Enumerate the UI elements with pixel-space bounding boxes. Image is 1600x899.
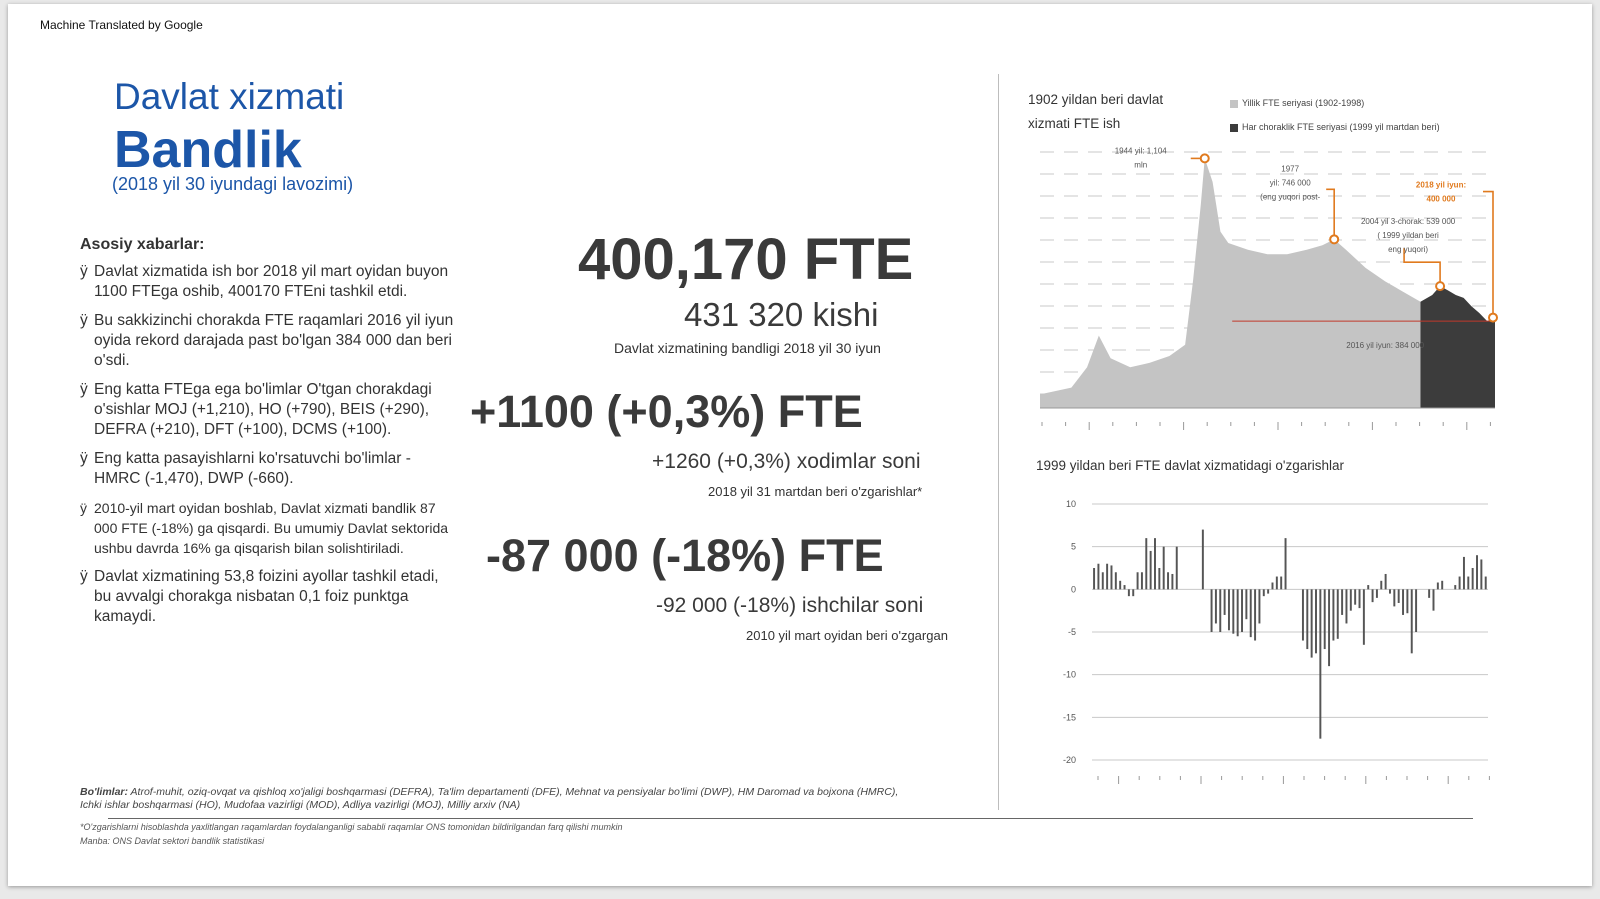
annotation-1944-label: 1944 yil: 1,104 [1114, 146, 1167, 156]
change-bar [1145, 538, 1147, 589]
change-bar [1280, 577, 1282, 590]
annotation-2018-label: 400 000 [1426, 194, 1456, 204]
y-tick-label: 5 [1070, 541, 1076, 552]
change-bar [1363, 589, 1365, 644]
key-message-item [80, 498, 460, 558]
change-bar [1171, 574, 1173, 589]
change-bar [1128, 589, 1130, 596]
departments-label: Bo'limlar: [80, 786, 129, 798]
change-bar [1219, 589, 1221, 632]
annotation-2004-label: eng yuqori) [1388, 245, 1429, 255]
quarter-change-caption: 2018 yil 31 martdan beri o'zgarishlar* [708, 484, 923, 499]
y-tick-label: 10 [1065, 499, 1076, 509]
annotation-1977-marker [1330, 235, 1338, 243]
annotation-2004-label: ( 1999 yildan beri [1377, 231, 1439, 241]
change-bar [1276, 577, 1278, 590]
key-message-text: Davlat xizmatining 53,8 foizini ayollar tashkil etadi, bu avvalgi chorakga nisbatan 0,1 foiz punktga kamaydi. [94, 568, 439, 625]
annotation-1977-label: (eng yuqori post- [1260, 192, 1321, 202]
y-tick-label: -10 [1062, 669, 1076, 680]
change-bar [1163, 547, 1165, 590]
key-message-item [80, 262, 460, 302]
change-bar [1376, 589, 1378, 598]
change-bar [1106, 564, 1108, 590]
change-bar [1241, 589, 1243, 632]
change-bar [1332, 589, 1334, 640]
change-bar [1380, 581, 1382, 590]
change-bar [1389, 589, 1391, 593]
total-caption: Davlat xizmatining bandligi 2018 yil 30 iyun [614, 340, 881, 356]
annotation-1944-marker [1201, 154, 1209, 162]
bullet-mark: ÿ [80, 381, 88, 398]
annotation-1977-label: yil: 746 000 [1269, 178, 1311, 188]
change-bar [1415, 589, 1417, 632]
change-bar [1102, 572, 1104, 589]
change-bar [1124, 585, 1126, 589]
change-bar [1328, 589, 1330, 666]
legend-quarterly [1230, 122, 1440, 132]
key-message-item [80, 449, 460, 489]
change-bar [1245, 589, 1247, 619]
change-bar [1202, 530, 1204, 590]
change-bar [1350, 589, 1352, 610]
change-bar [1272, 583, 1274, 590]
change-bar [1406, 589, 1408, 613]
change-bar [1485, 577, 1487, 590]
change-bar [1176, 547, 1178, 590]
annotation-2004-label: 2004 yil 3-chorak: 539 000 [1360, 217, 1456, 227]
quarter-change-people: +1260 (+0,3%) xodimlar soni [652, 450, 921, 473]
y-tick-label: -15 [1062, 712, 1076, 723]
change-bar [1267, 589, 1269, 593]
change-bar [1433, 589, 1435, 610]
y-tick-label: 0 [1070, 584, 1076, 595]
change-bar [1354, 589, 1356, 604]
bar-chart-title: 1999 yildan beri FTE davlat xizmatidagi o'zgarishlar [1036, 458, 1344, 473]
slide [8, 4, 1592, 886]
bar-chart [1048, 486, 1498, 786]
change-bar [1167, 572, 1169, 589]
long-change-fte: -87 000 (-18%) FTE [486, 530, 884, 581]
legend-quarterly-swatch [1230, 124, 1238, 132]
key-message-item [80, 567, 460, 627]
footer-divider [108, 818, 1473, 819]
annotation-1977-label: 1977 [1281, 164, 1300, 174]
bullet-mark: ÿ [80, 263, 88, 280]
annotation-2018-marker [1489, 314, 1497, 322]
bullet-mark: ÿ [80, 312, 88, 329]
quarterly-series-area [1420, 286, 1495, 408]
change-bar [1224, 589, 1226, 615]
change-bar [1463, 557, 1465, 589]
change-bar [1137, 572, 1139, 589]
change-bar [1150, 551, 1152, 589]
source-note: Manba: ONS Davlat sektori bandlik statistikasi [80, 836, 265, 846]
key-messages-heading: Asosiy xabarlar: [80, 236, 205, 253]
area-chart-title-line-1: 1902 yildan beri davlat [1028, 92, 1164, 107]
legend-annual-label: Yillik FTE seriyasi (1902-1998) [1242, 98, 1365, 108]
legend-annual-swatch [1230, 100, 1238, 108]
title-line-2: Bandlik [114, 121, 302, 179]
change-bar [1211, 589, 1213, 632]
change-bar [1398, 589, 1400, 603]
change-bar [1119, 581, 1121, 590]
y-tick-label: -20 [1062, 755, 1076, 765]
annotation-1977-leader [1326, 189, 1334, 239]
change-bar [1302, 589, 1304, 640]
title-line-1: Davlat xizmati [114, 76, 345, 117]
change-bar [1437, 583, 1439, 590]
total-fte-figure: 400,170 FTE [578, 227, 914, 292]
change-bar [1093, 568, 1095, 589]
key-message-item [80, 311, 460, 371]
change-bar [1393, 589, 1395, 606]
change-bar [1311, 589, 1313, 657]
quarter-change-fte: +1100 (+0,3%) FTE [470, 386, 863, 437]
y-tick-label: -5 [1067, 627, 1076, 637]
change-bar [1385, 574, 1387, 589]
vertical-divider [998, 74, 999, 810]
long-change-people: -92 000 (-18%) ishchilar soni [656, 594, 924, 617]
change-bar [1337, 589, 1339, 638]
annotation-1944-label: mln [1134, 160, 1148, 170]
change-bar [1428, 589, 1430, 598]
key-message-text: Davlat xizmatida ish bor 2018 yil mart oyidan buyon 1100 FTEga oshib, 400170 FTEni tashkil etdi. [94, 263, 449, 300]
annotation-2018-leader [1483, 192, 1493, 318]
machine-translation-label: Machine Translated by Google [40, 18, 203, 32]
change-bar [1441, 581, 1443, 590]
area-chart-title-line-2: xizmati FTE ish [1028, 116, 1121, 131]
change-bar [1237, 589, 1239, 636]
bullet-mark: ÿ [80, 568, 88, 585]
change-bar [1345, 589, 1347, 623]
change-bar [1097, 564, 1099, 590]
change-bar [1411, 589, 1413, 653]
change-bar [1158, 568, 1160, 589]
change-bar [1285, 538, 1287, 589]
key-messages-list [80, 262, 460, 636]
change-bar [1315, 589, 1317, 653]
change-bar [1215, 589, 1217, 623]
change-bar [1306, 589, 1308, 649]
total-people-figure: 431 320 kishi [684, 296, 879, 333]
change-bar [1476, 555, 1478, 589]
departments-text: Atrof-muhit, oziq-ovqat va qishloq xo'jaligi boshqarmasi (DEFRA), Ta'lim departamenti (DFE), Mehnat va pensiyalar bo'limi (DWP), HM Daromad va bojxona (HMRC), Ichki ishlar boshqarmasi (HO), Mudofaa vazirligi (MOD), Adliya vazirligi (MOJ), Milliy arxiv (NA) [80, 786, 899, 811]
change-bar [1228, 589, 1230, 630]
key-message-item [80, 380, 460, 440]
change-bar [1459, 577, 1461, 590]
change-bar [1372, 589, 1374, 602]
key-message-text: 2010-yil mart oyidan boshlab, Davlat xizmati bandlik 87 000 FTE (-18%) ga qisqardi. Bu umumiy Davlat sektorida ushbu davrda 16% ga qisqarish bilan solishtiriladi. [94, 500, 449, 556]
title-subtitle: (2018 yil 30 iyundagi lavozimi) [112, 174, 354, 194]
change-bar [1341, 589, 1343, 615]
long-change-caption: 2010 yil mart oyidan beri o'zgargan [746, 628, 948, 643]
change-bar [1115, 572, 1117, 589]
change-bar [1254, 589, 1256, 640]
change-bar [1359, 589, 1361, 608]
change-bar [1263, 589, 1265, 596]
area-chart [1030, 140, 1500, 436]
departments-note [80, 786, 910, 812]
key-message-text: Bu sakkizinchi chorakda FTE raqamlari 2016 yil iyun oyida rekord darajada past bo'lgan 384 000 dan beri o'sdi. [94, 312, 454, 369]
annotation-2018-label: 2018 yil iyun: [1415, 180, 1467, 190]
change-bar [1232, 589, 1234, 633]
change-bar [1154, 538, 1156, 589]
key-message-text: Eng katta FTEga ega bo'limlar O'tgan chorakdagi o'sishlar MOJ (+1,210), HO (+790), BEIS (+290), DEFRA (+210), DFT (+100), DCMS (+100). [94, 381, 432, 438]
change-bar [1110, 565, 1112, 589]
change-bar [1467, 577, 1469, 590]
bullet-mark: ÿ [80, 450, 88, 467]
legend-annual [1230, 98, 1364, 108]
change-bar [1141, 572, 1143, 589]
legend-quarterly-label: Har choraklik FTE seriyasi (1999 yil martdan beri) [1242, 122, 1440, 132]
annotation-2004-marker [1436, 282, 1444, 290]
change-bar [1132, 589, 1134, 596]
change-bar [1480, 559, 1482, 589]
change-bar [1324, 589, 1326, 649]
change-bar [1367, 585, 1369, 589]
change-bar [1454, 585, 1456, 589]
bullet-mark: ÿ [80, 500, 87, 516]
change-bar [1258, 589, 1260, 623]
change-bar [1319, 589, 1321, 738]
change-bar [1472, 568, 1474, 589]
footnote: *O'zgarishlarni hisoblashda yaxlitlangan raqamlardan foydalanganligi sababli raqamlar ONS tomonidan bildirilgandan farq qilishi mumkin [80, 822, 623, 832]
key-message-text: Eng katta pasayishlarni ko'rsatuvchi bo'limlar - HMRC (-1,470), DWP (-660). [94, 450, 411, 487]
change-bar [1250, 589, 1252, 637]
annotation-2016: 2016 yil iyun: 384 000 [1346, 341, 1425, 351]
change-bar [1402, 589, 1404, 615]
